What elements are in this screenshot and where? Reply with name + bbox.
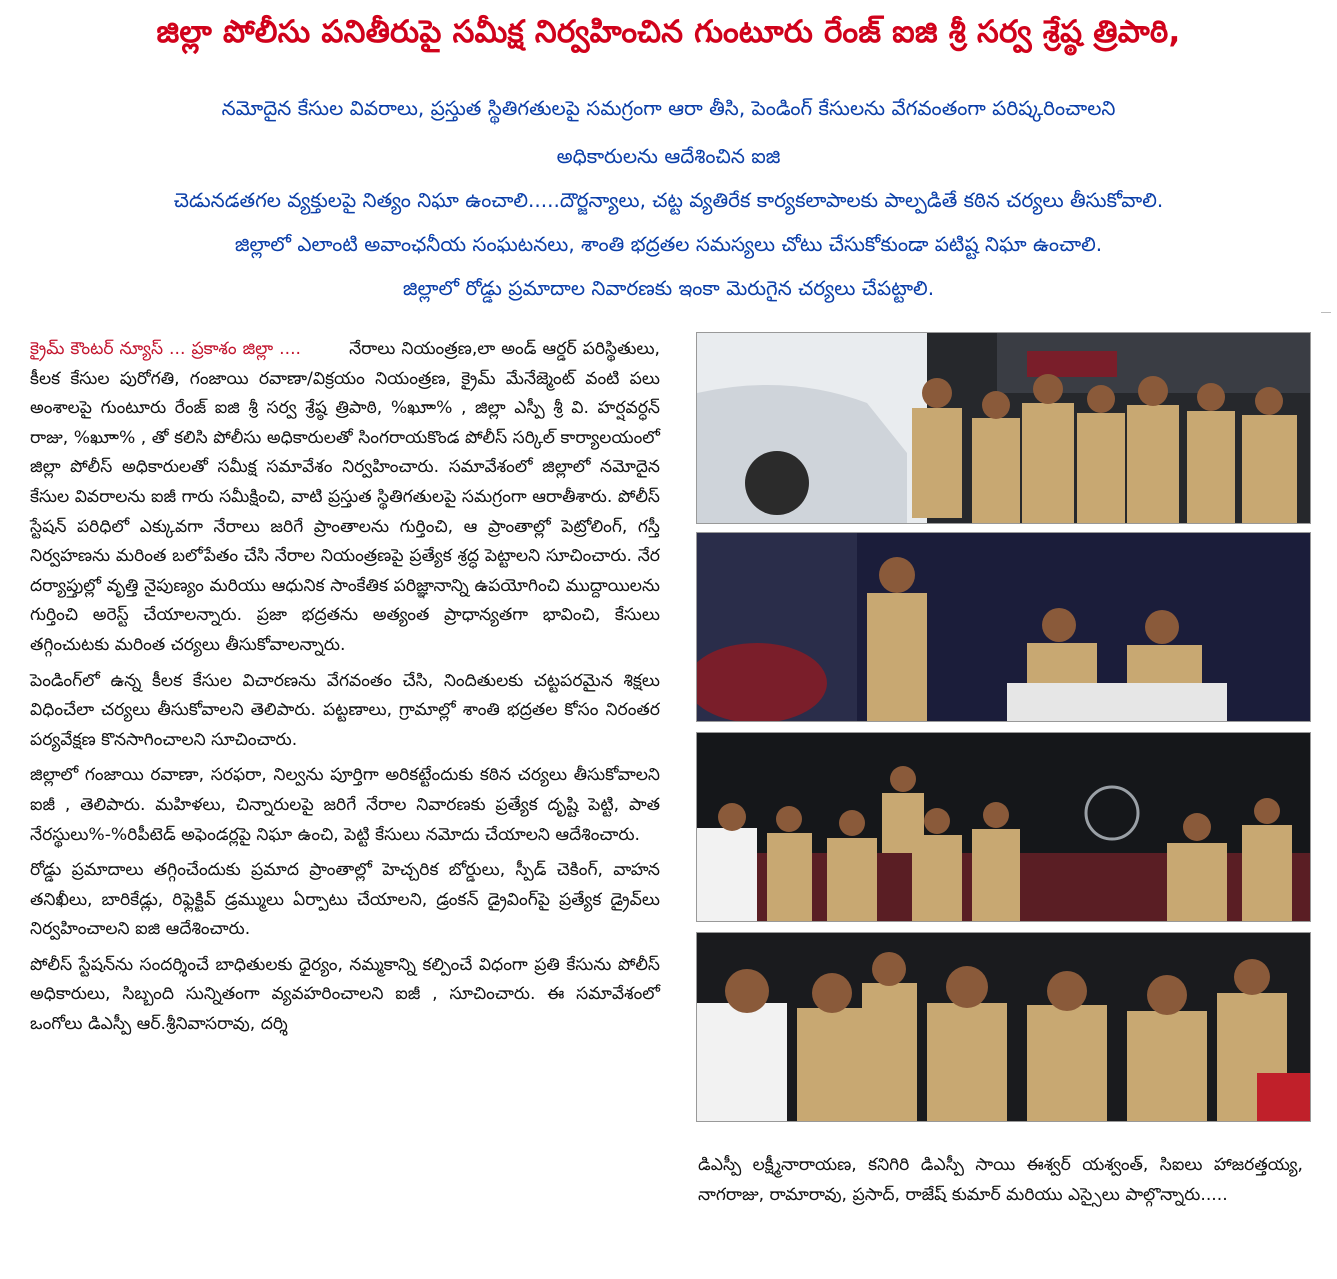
subhead-3: చెడునడతగల వ్యక్తులపై నిత్యం నిఘా ఉంచాలి.....దౌర్జన్యాలు, చట్ట వ్యతిరేక కార్యకలాపాలకు పాల్పడితే కఠిన చర్యలు తీసుకోవాలి. <box>173 188 1164 212</box>
paragraph-3: జిల్లాలో గంజాయి రవాణా, సరఫరా, నిల్వను పూర్తిగా అరికట్టేందుకు కఠిన చర్యలు తీసుకోవాలని ఐజీ , తెలిపారు. మహిళలు, చిన్నారులపై జరిగే నేరాల నివారణకు ప్రత్యేక దృష్టి పెట్టి, పాత నేరస్థులు%-%రిపీటెడ్ అఫెండర్లపై నిఘా ఉంచి, పెట్టి కేసులు నమోదు చేయాలని ఆదేశించారు. <box>30 765 660 845</box>
paragraph-4: రోడ్డు ప్రమాదాలు తగ్గించేందుకు ప్రమాద ప్రాంతాల్లో హెచ్చరిక బోర్డులు, స్పీడ్ చెకింగ్, వాహన తనిఖీలు, బారికేడ్లు, రిఫ్లెక్టివ్ డ్రమ్ములు ఏర్పాటు చేయాలని, డ్రంకన్ డ్రైవింగ్‌పై ప్రత్యేక డ్రైవ్‌లు నిర్వహించాలని ఐజి ఆదేశించారు. <box>30 860 660 940</box>
paragraph-2: పెండింగ్‌లో ఉన్న కీలక కేసుల విచారణను వేగవంతం చేసి, నిందితులకు చట్టపరమైన శిక్షలు విధించేలా చర్యలు తీసుకోవాలని తెలిపారు. పట్టణాలు, గ్రామాల్లో శాంతి భద్రతల కోసం నిరంతర పర్యవేక్షణ కొనసాగించాలని సూచించారు. <box>30 670 660 750</box>
paragraph-1 <box>30 335 660 661</box>
subhead-5: జిల్లాలో రోడ్డు ప్రమాదాల నివారణకు ఇంకా మెరుగైన చర్యలు చేపట్టాలి. <box>402 276 935 300</box>
divider <box>1321 312 1331 313</box>
photo-officers-seated <box>696 532 1311 722</box>
subhead-1: నమోదైన కేసుల వివరాలు, ప్రస్తుత స్థితిగతులపై సమగ్రంగా ఆరా తీసి, పెండింగ్ కేసులను వేగవంతంగా పరిష్కరించాలని <box>221 96 1116 120</box>
dateline: క్రైమ్ కౌంటర్ న్యూస్ ... ప్రకాశం జిల్లా .... <box>30 339 301 359</box>
paragraph-5: పోలీస్ స్టేషన్‌ను సందర్శించే బాధితులకు ధైర్యం, నమ్మకాన్ని కల్పించే విధంగా ప్రతి కేసును పోలీస్ అధికారులు, సిబ్బంది సున్నితంగా వ్యవహరించాలని ఐజీ , సూచించారు. ఈ సమావేశంలో ఒంగోలు డిఎస్పీ ఆర్.శ్రీనివాసరావు, దర్శి <box>30 954 660 1035</box>
photo-officers-standing <box>696 332 1311 524</box>
photo-caption: డిఎస్పీ లక్ష్మీనారాయణ, కనిగిరి డిఎస్పీ సాయి ఈశ్వర్ యశ్వంత్, సిఐలు హాజరత్తయ్య, నాగరాజు, రామారావు, ప్రసాద్, రాజేష్ కుమార్ మరియు ఎస్సైలు పాల్గొన్నారు..... <box>698 1155 1303 1205</box>
paragraph-1-text: నేరాలు నియంత్రణ,లా అండ్ ఆర్డర్ పరిస్థితులు, కీలక కేసుల పురోగతి, గంజాయి రవాణా/విక్రయం నియంత్రణ, క్రైమ్ మేనేజ్మెంట్ వంటి పలు అంశాలపై గుంటూరు రేంజ్ ఐజి శ్రీ సర్వ శ్రేష్ఠ త్రిపాఠి, %ఖూా% , జిల్లా ఎస్పీ శ్రీ వి. హర్షవర్ధన్ రాజు, %ఖూా% , తో కలిసి పోలీసు అధికారులతో సింగరాయకొండ పోలీస్ సర్కిల్ కార్యాలయంలో జిల్లా పోలీస్ అధికారులతో సమీక్ష సమావేశం నిర్వహించారు. సమావేశంలో జిల్లాలో నమోదైన కేసుల వివరాలను ఐజీ గారు సమీక్షించి, వాటి ప్రస్తుత స్థితిగతులపై సమగ్రంగా ఆరాతీశారు. పోలీస్ స్టేషన్ పరిధిలో ఎక్కువగా నేరాలు జరిగే ప్రాంతాలను గుర్తించి, ఆ ప్రాంతాల్లో పెట్రోలింగ్, గస్తీ నిర్వహణను మరింత బలోపేతం చేసి నేరాల నియంత్రణపై ప్రత్యేక శ్రద్ధ పెట్టాలని సూచించారు. నేర దర్యాప్తుల్లో వృత్తి నైపుణ్యం మరియు ఆధునిక సాంకేతిక పరిజ్ఞానాన్ని ఉపయోగించి ముద్దాయిలను గుర్తించి అరెస్ట్ చేయాలన్నారు. ప్రజా భద్రతను అత్యంత ప్రాధాన్యతగా భావించి, కేసులు తగ్గించుటకు మరింత చర్యలు తీసుకోవాలన్నారు. <box>30 339 660 655</box>
photo-meeting-group <box>696 732 1311 922</box>
article-body <box>30 335 660 1046</box>
headline: జిల్లా పోలీసు పనితీరుపై సమీక్ష నిర్వహించిన గుంటూరు రేంజ్ ఐజి శ్రీ సర్వ శ్రేష్ఠ త్రిపాఠి, <box>156 14 1181 50</box>
subhead-2: అధికారులను ఆదేశించిన ఐజి <box>556 144 781 168</box>
subhead-4: జిల్లాలో ఎలాంటి అవాంఛనీయ సంఘటనలు, శాంతి భద్రతల సమస్యలు చోటు చేసుకోకుండా పటిష్ట నిఘా ఉంచాలి. <box>234 232 1103 256</box>
photo-attendees <box>696 932 1311 1122</box>
